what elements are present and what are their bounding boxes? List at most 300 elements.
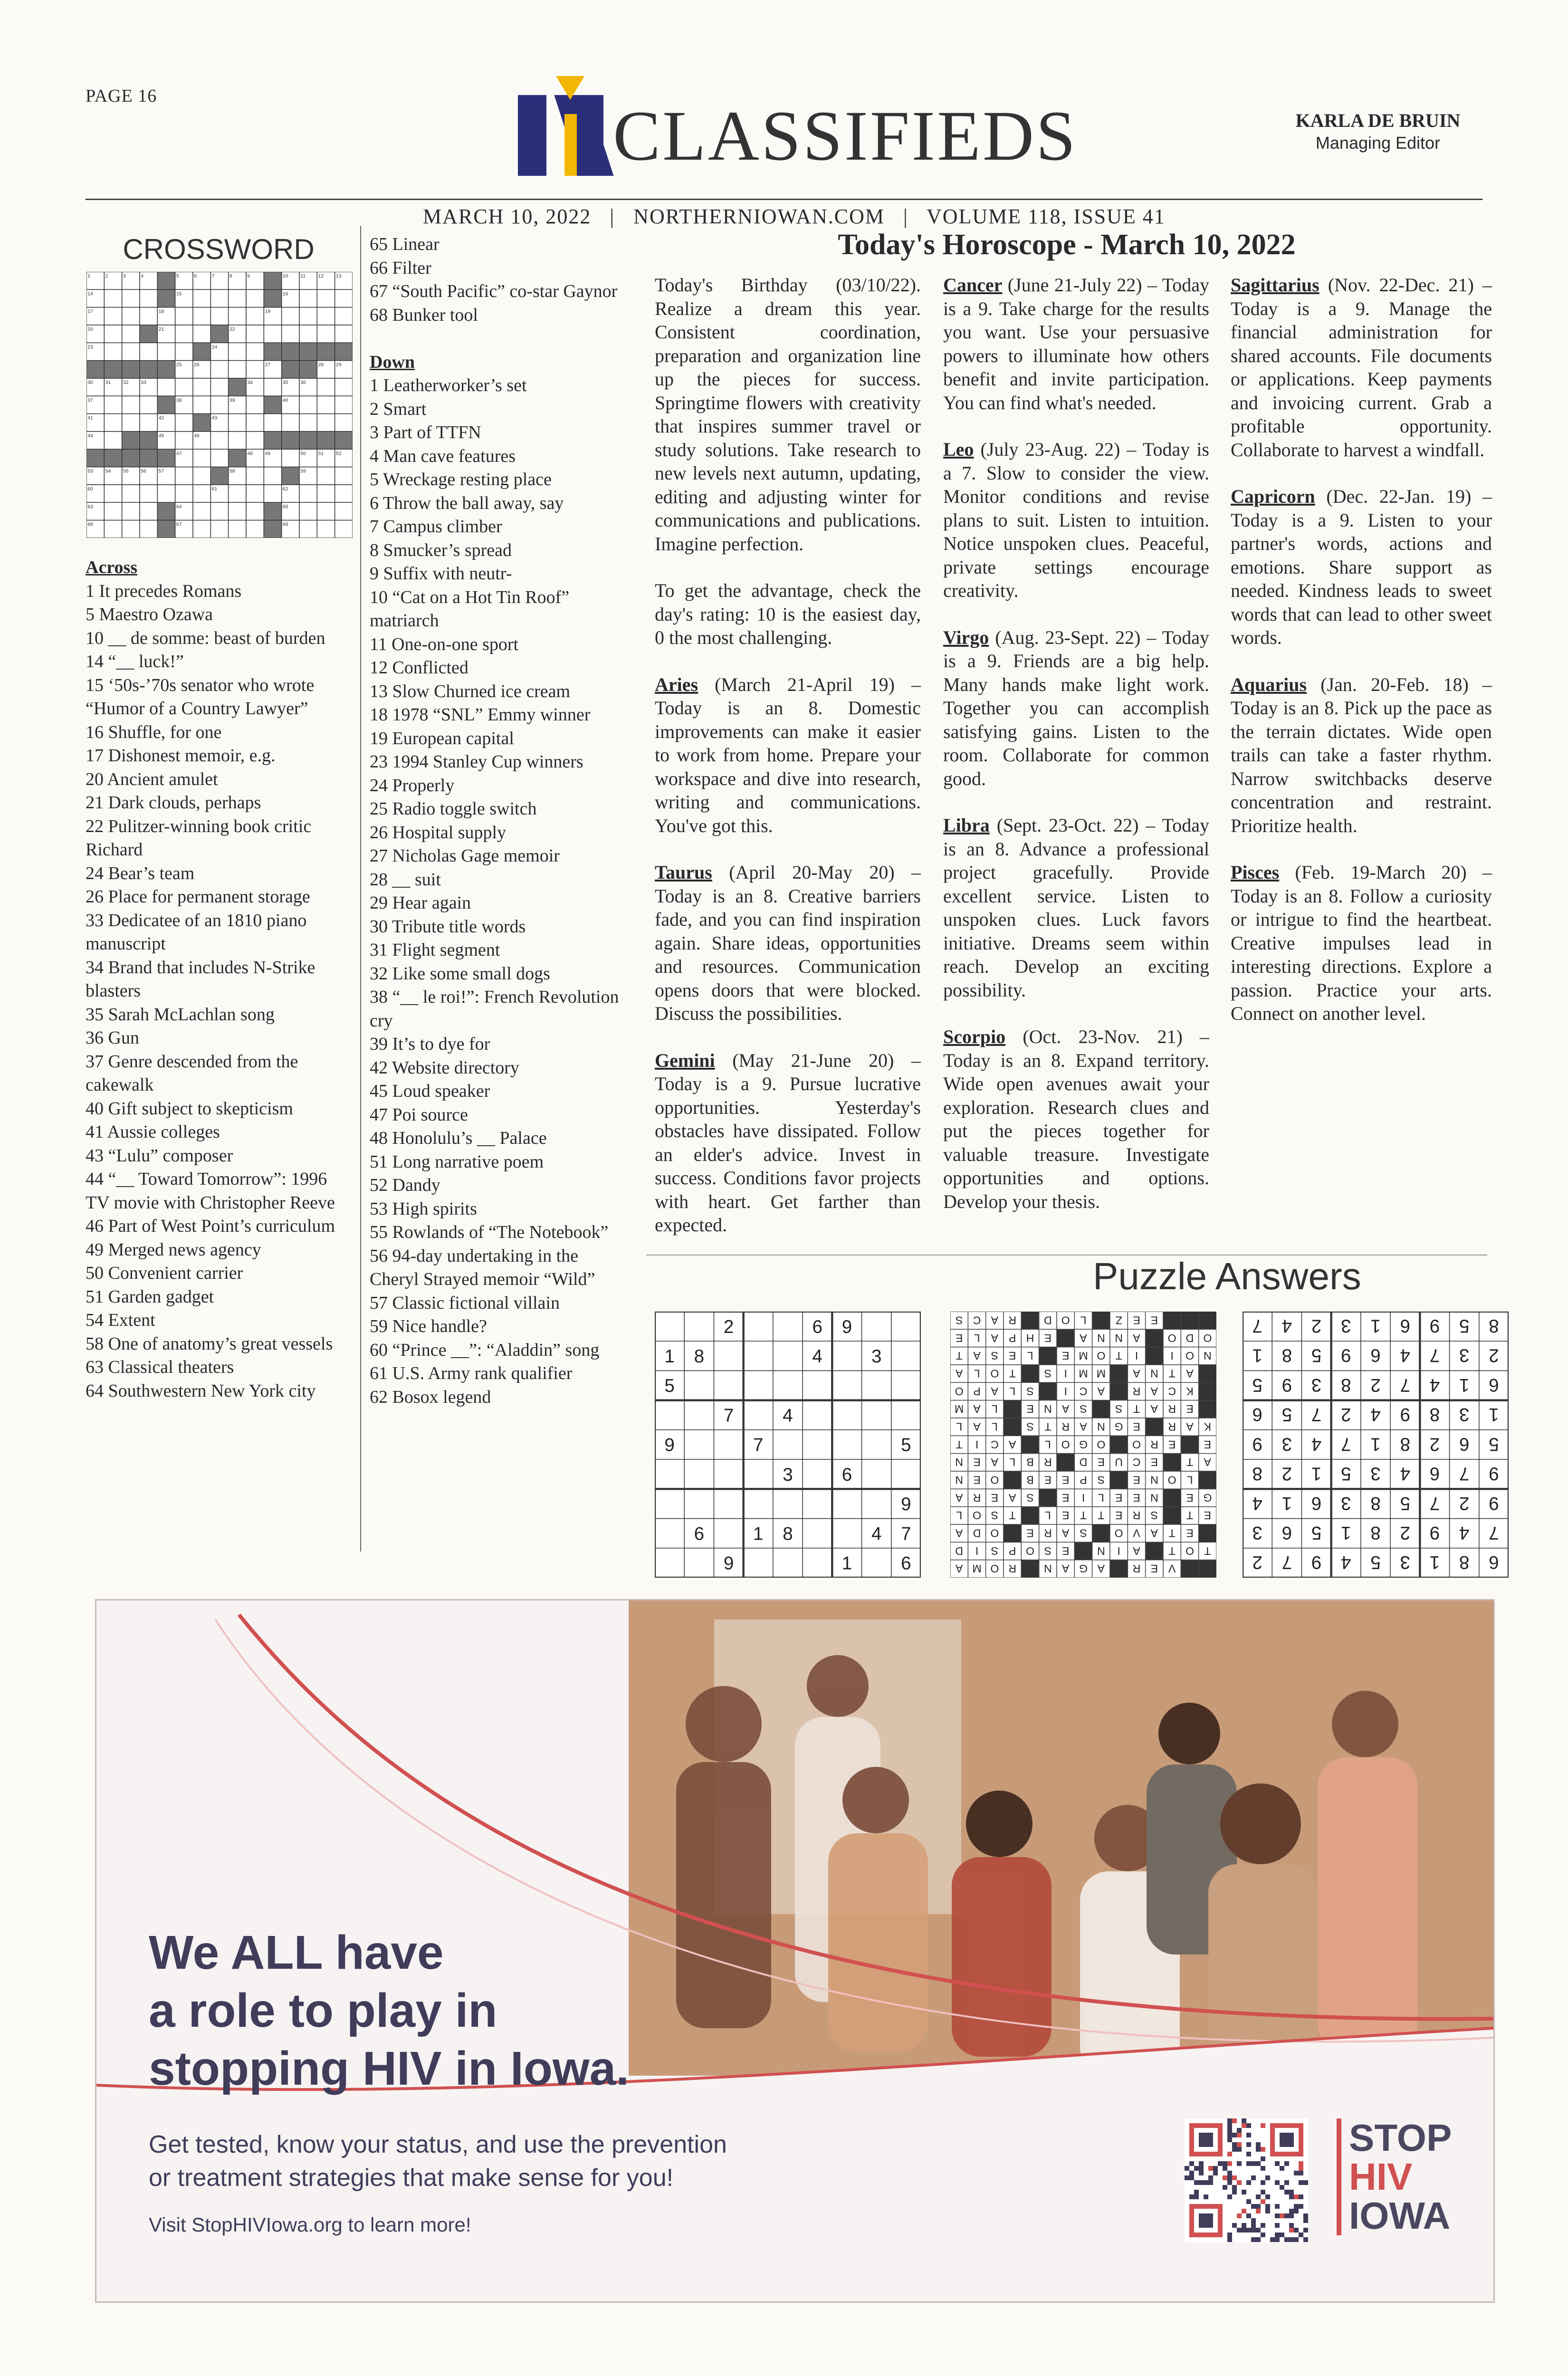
sign-dates: (Nov. 22-Dec. 21) xyxy=(1319,274,1482,296)
sign-dates: (Jan. 20-Feb. 18) xyxy=(1307,673,1482,695)
crossword-cell-number xyxy=(283,398,288,403)
clue: 44 “__ Toward Tomorrow”: 1996 TV movie with Christopher Reeve xyxy=(86,1169,335,1213)
solution-letter xyxy=(1026,1332,1034,1344)
crossword-block xyxy=(264,343,281,360)
solution-letter xyxy=(973,1509,981,1522)
crossword-cell xyxy=(175,467,193,485)
clue: 51 Garden gadget xyxy=(86,1286,214,1307)
crossword-block xyxy=(122,431,140,449)
crossword-cell-number xyxy=(176,274,179,279)
solution-letter xyxy=(1080,1332,1087,1344)
solution-block xyxy=(1021,1436,1039,1453)
solution-letter xyxy=(991,1509,998,1522)
crossword-cell-number xyxy=(87,416,93,421)
sign-dates: (March 21-April 19) xyxy=(698,673,911,695)
solution-letter xyxy=(1204,1545,1211,1557)
sudoku-digit xyxy=(1370,1434,1380,1454)
sudoku-digit xyxy=(783,1465,793,1485)
sudoku-digit xyxy=(1282,1523,1292,1543)
crossword-block xyxy=(299,431,317,449)
crossword-cell-number xyxy=(318,451,324,456)
crossword-block xyxy=(157,396,175,413)
sudoku-digit xyxy=(812,1317,822,1337)
crossword-cell xyxy=(246,414,264,431)
crossword-cell xyxy=(317,307,335,325)
crossword-cell xyxy=(317,289,335,307)
solution-letter xyxy=(1186,1403,1193,1415)
crossword-cell xyxy=(299,520,317,538)
solution-block xyxy=(1004,1524,1021,1542)
clue: 11 One-on-one sport xyxy=(370,634,519,654)
sudoku-digit xyxy=(1400,1434,1410,1454)
solution-letter xyxy=(1150,1474,1158,1486)
solution-letter xyxy=(1044,1420,1051,1433)
solution-letter xyxy=(1045,1509,1051,1522)
solution-block xyxy=(1163,1507,1181,1524)
solution-letter xyxy=(1008,1314,1016,1326)
solution-letter xyxy=(1062,1545,1069,1557)
clue: 42 Website directory xyxy=(370,1057,519,1078)
sudoku-digit xyxy=(901,1553,911,1574)
solution-block xyxy=(1199,1524,1216,1542)
sudoku-digit xyxy=(1252,1375,1262,1395)
crossword-cell-number xyxy=(123,469,129,474)
crossword-cell-number xyxy=(229,327,235,332)
crossword-cell xyxy=(229,485,246,502)
crossword-cell-number xyxy=(87,327,93,332)
crossword-cell-number xyxy=(265,363,271,368)
solution-letter xyxy=(1062,1474,1069,1486)
solution-letter xyxy=(973,1527,981,1539)
sudoku-digit xyxy=(1430,1315,1440,1336)
clue: 43 “Lulu” composer xyxy=(86,1145,233,1166)
crossword-block xyxy=(104,361,122,378)
crossword-block xyxy=(193,343,210,360)
horoscope-sign-scorpio xyxy=(943,1025,1209,1213)
solution-letter xyxy=(1008,1438,1016,1451)
ad-headline-line: We ALL have xyxy=(149,1926,444,1979)
clue: 5 Maestro Ozawa xyxy=(86,604,213,624)
solution-letter xyxy=(1150,1403,1158,1415)
crossword-cell xyxy=(175,414,193,431)
sudoku-digit xyxy=(1311,1404,1321,1425)
solution-letter xyxy=(1151,1456,1158,1468)
logo-line: HIV xyxy=(1349,2156,1413,2198)
crossword-cell xyxy=(157,485,175,502)
solution-block xyxy=(1021,1560,1039,1578)
sign-text: – Today is an 8. Creative barriers fade, and you can find inspiration again. Share ideas, opportunities and resources. Communication opens doors that were blocked. Discuss the possibilities. xyxy=(655,862,921,1024)
ad-subtext-line: or treatment strategies that make sense for you! xyxy=(149,2164,674,2192)
crossword-cell-number xyxy=(283,487,288,492)
sudoku-digit xyxy=(1341,1434,1351,1454)
crossword-cell xyxy=(335,520,353,538)
crossword-cell xyxy=(282,307,299,325)
solution-letter xyxy=(1044,1456,1052,1468)
sudoku-digit xyxy=(1400,1315,1410,1336)
crossword-cell xyxy=(193,449,210,467)
sudoku-digit xyxy=(901,1435,911,1456)
crossword-cell xyxy=(317,467,335,485)
solution-letter xyxy=(1186,1509,1193,1522)
crossword-block xyxy=(264,396,281,413)
crossword-cell xyxy=(299,325,317,343)
crossword-cell xyxy=(104,343,122,360)
clue: 58 One of anatomy’s great vessels xyxy=(86,1333,333,1354)
sudoku-digit xyxy=(1252,1434,1262,1454)
sudoku-digit xyxy=(1489,1315,1499,1336)
sudoku-digit xyxy=(1311,1434,1321,1454)
crossword-cell xyxy=(317,485,335,502)
horoscope-sign-libra xyxy=(943,814,1209,1002)
solution-letter xyxy=(973,1350,981,1362)
crossword-block xyxy=(264,272,281,289)
crossword-cell xyxy=(140,396,157,413)
crossword-cell xyxy=(282,414,299,431)
crossword-cell xyxy=(264,414,281,431)
crossword-cell xyxy=(122,289,140,307)
clue: 62 Bosox legend xyxy=(370,1387,491,1407)
solution-block xyxy=(1092,1400,1110,1418)
rating-note: To get the advantage, check the day's rating: 10 is the easiest day, 0 the most challenging. xyxy=(655,580,921,648)
clue: 68 Bunker tool xyxy=(370,305,478,325)
sudoku-digit xyxy=(1252,1523,1262,1543)
solution-letter xyxy=(1150,1527,1158,1539)
horoscope-sign-pisces xyxy=(1231,861,1492,1025)
sudoku-digit xyxy=(664,1346,674,1367)
across-heading: Across xyxy=(86,557,138,577)
solution-letter xyxy=(1168,1420,1176,1433)
solution-letter xyxy=(973,1385,980,1398)
crossword-cell-number xyxy=(87,487,93,492)
clue: 37 Genre descended from the cakewalk xyxy=(86,1051,298,1095)
solution-letter xyxy=(1064,1385,1067,1398)
sign-dates: (June 21-July 22) xyxy=(1002,274,1147,296)
sudoku-digit xyxy=(1370,1345,1380,1366)
crossword-cell-number xyxy=(123,274,126,279)
solution-letter xyxy=(991,1456,998,1468)
clue: 19 European capital xyxy=(370,728,514,748)
horoscope-title: Today's Horoscope - March 10, 2022 xyxy=(838,229,1296,261)
clue: 10 “Cat on a Hot Tin Roof” matriarch xyxy=(370,587,570,631)
crossword-cell xyxy=(140,289,157,307)
solution-letter xyxy=(1203,1492,1212,1504)
horoscope-sign-gemini xyxy=(655,1049,921,1237)
sudoku-digit xyxy=(1341,1404,1351,1425)
solution-block xyxy=(1146,1418,1163,1436)
solution-letter xyxy=(1079,1562,1088,1575)
sign-text: – Today is a 9. Friends are a big help. Many hands make light work. Together you can accomplish satisfying gains. Listen to the room. Collaborate for common good. xyxy=(943,626,1209,789)
solution-letter xyxy=(973,1492,981,1504)
solution-letter xyxy=(1117,1545,1120,1557)
solution-letter xyxy=(1115,1509,1122,1522)
crossword-cell-number xyxy=(283,522,288,527)
crossword-cell-number xyxy=(318,274,324,279)
sudoku-digit xyxy=(1341,1493,1351,1514)
sudoku-digit xyxy=(1370,1404,1380,1425)
ad-headline-line: stopping HIV in Iowa. xyxy=(149,2042,630,2095)
solution-letter xyxy=(1115,1332,1123,1344)
clue: 52 Dandy xyxy=(370,1175,440,1195)
sign-text: – Today is an 8. Expand territory. Wide open avenues await your exploration. Research clues and put the pieces together for valuable treasure. Investigate opportunities and options. Develop your thesis. xyxy=(943,1026,1209,1212)
solution-letter xyxy=(1168,1403,1176,1415)
sign-name: Capricorn xyxy=(1231,486,1315,507)
crossword-cell-number xyxy=(176,504,182,509)
solution-block xyxy=(1146,1347,1163,1365)
solution-letter xyxy=(991,1545,998,1557)
sudoku-puzzle-grid xyxy=(655,1312,921,1578)
solution-block xyxy=(1057,1454,1074,1471)
sudoku-digit xyxy=(1400,1493,1410,1514)
crossword-cell-number xyxy=(159,416,164,421)
crossword-cell xyxy=(335,485,353,502)
clue: 64 Southwestern New York city xyxy=(86,1380,316,1401)
horoscope-sign-cancer xyxy=(943,273,1209,414)
sudoku-digit xyxy=(1430,1464,1440,1484)
solution-letter xyxy=(1044,1545,1052,1557)
logo-line: IOWA xyxy=(1349,2194,1451,2237)
solution-letter xyxy=(1009,1545,1016,1557)
crossword-cell xyxy=(210,396,228,413)
sudoku-digit xyxy=(1489,1345,1499,1366)
crossword-cell-number xyxy=(87,504,93,509)
solution-letter xyxy=(1169,1367,1176,1380)
solution-letter xyxy=(1151,1562,1158,1575)
crossword-cell-number xyxy=(194,363,200,368)
solution-block xyxy=(1110,1471,1128,1489)
crossword-cell xyxy=(246,396,264,413)
birthday-text: Today's Birthday (03/10/22). Realize a dream this year. Consistent coordination, preparation and organization line up the pieces for success. Springtime flowers with creativity that inspires summer travel or study solutions. Take research to new levels next autumn, updating, editing and adjusting winter for communications and publications. Imagine perfection. xyxy=(655,274,921,555)
solution-letter xyxy=(1115,1403,1122,1415)
sudoku-digit xyxy=(783,1405,793,1426)
sudoku-digit xyxy=(1370,1315,1380,1336)
crossword-cell xyxy=(264,485,281,502)
crossword-cell xyxy=(299,307,317,325)
solution-letter xyxy=(1151,1314,1158,1326)
sudoku-solution-grid xyxy=(1243,1312,1509,1578)
clue: 3 Part of TTFN xyxy=(370,422,481,442)
clue: 16 Shuffle, for one xyxy=(86,722,222,742)
solution-letter xyxy=(1133,1403,1140,1415)
sudoku-digit xyxy=(1311,1464,1321,1484)
stop-hiv-iowa-ad[interactable] xyxy=(95,1599,1495,2303)
crossword-cell-number xyxy=(176,291,182,297)
down-heading: Down xyxy=(370,352,415,372)
solution-letter xyxy=(1204,1350,1212,1362)
crossword-cell xyxy=(210,361,228,378)
clue: 13 Slow Churned ice cream xyxy=(370,681,571,701)
crossword-cell-number xyxy=(300,380,306,385)
solution-letter xyxy=(1064,1367,1067,1380)
sign-text: –Today is a 9. Listen to your partner's words, actions and emotions. Share support as needed. Kindness leads to sweet words that can lead to other sweet words. xyxy=(1231,486,1492,648)
sudoku-digit xyxy=(1282,1345,1292,1366)
clue: 45 Loud speaker xyxy=(370,1081,490,1101)
solution-letter xyxy=(1097,1438,1105,1451)
sudoku-digit xyxy=(1341,1315,1351,1336)
sudoku-digit xyxy=(1459,1523,1469,1543)
solution-letter xyxy=(1203,1332,1212,1344)
sudoku-digit xyxy=(1459,1315,1469,1336)
clue: 9 Suffix with neutr- xyxy=(370,564,512,584)
sudoku-digit xyxy=(1459,1404,1469,1425)
crossword-cell-number xyxy=(105,380,111,385)
crossword-cell-number xyxy=(123,380,129,385)
crossword-cell xyxy=(229,307,246,325)
solution-letter xyxy=(955,1527,963,1539)
solution-letter xyxy=(1061,1562,1069,1575)
solution-letter xyxy=(1080,1527,1087,1539)
crossword-cell-number xyxy=(229,469,235,474)
crossword-block xyxy=(299,361,317,378)
solution-block xyxy=(1110,1436,1128,1453)
solution-letter xyxy=(1044,1314,1052,1326)
clue: 14 “__ luck!” xyxy=(86,651,184,671)
solution-letter xyxy=(1080,1403,1087,1415)
logo-line: STOP xyxy=(1349,2117,1452,2159)
solution-letter xyxy=(1133,1545,1140,1557)
sudoku-digit xyxy=(1341,1523,1351,1543)
clue: 24 Bear’s team xyxy=(86,863,195,883)
crossword-cell-number xyxy=(318,363,324,368)
crossword-cell xyxy=(246,431,264,449)
clue: 26 Hospital supply xyxy=(370,822,507,843)
ad-url[interactable]: Visit StopHIVIowa.org to learn more! xyxy=(149,2213,471,2236)
solution-letter xyxy=(1168,1332,1176,1344)
solution-letter xyxy=(1115,1420,1123,1433)
sudoku-digit xyxy=(1430,1552,1440,1572)
crossword-cell-number xyxy=(283,504,288,509)
crossword-cell xyxy=(229,361,246,378)
crossword-block xyxy=(335,343,353,360)
crossword-cell-number xyxy=(212,274,215,279)
sudoku-digit xyxy=(1459,1434,1469,1454)
crossword-cell-number xyxy=(105,274,108,279)
solution-letter xyxy=(992,1420,998,1433)
crossword-cell-number xyxy=(265,451,271,456)
sign-dates: (Aug. 23-Sept. 22) xyxy=(989,626,1147,648)
solution-letter xyxy=(1061,1420,1070,1433)
crossword-cell xyxy=(104,414,122,431)
solution-letter xyxy=(1008,1492,1016,1504)
clue: 65 Linear xyxy=(370,234,440,254)
sudoku-digit xyxy=(1370,1493,1380,1514)
sudoku-digit xyxy=(1282,1315,1292,1336)
across-clues-column xyxy=(86,556,352,1403)
sudoku-digit xyxy=(1370,1552,1380,1572)
sudoku-digit xyxy=(1341,1345,1351,1366)
crossword-block xyxy=(282,343,299,360)
crossword-cell xyxy=(264,378,281,396)
crossword-block xyxy=(86,361,104,378)
sign-name: Aries xyxy=(655,673,698,695)
solution-letter xyxy=(1009,1350,1016,1362)
crossword-cell xyxy=(140,502,157,520)
crossword-cell-number xyxy=(247,380,253,385)
crossword-cell-number xyxy=(212,416,218,421)
sudoku-digit xyxy=(1282,1464,1292,1484)
crossword-cell-number xyxy=(87,433,93,439)
crossword-block xyxy=(157,361,175,378)
crossword-cell xyxy=(335,325,353,343)
crossword-block xyxy=(264,502,281,520)
sudoku-digit xyxy=(1370,1523,1380,1543)
solution-block xyxy=(1181,1560,1198,1578)
sign-name: Scorpio xyxy=(943,1026,1006,1047)
sudoku-digit xyxy=(1370,1464,1380,1484)
clue: 38 “__ le roi!”: French Revolution cry xyxy=(370,987,619,1031)
solution-letter xyxy=(1045,1438,1051,1451)
solution-letter xyxy=(1204,1456,1211,1468)
solution-letter xyxy=(955,1492,963,1504)
solution-block xyxy=(1057,1329,1074,1347)
solution-letter xyxy=(1168,1474,1176,1486)
crossword-cell xyxy=(282,325,299,343)
solution-block xyxy=(1074,1542,1092,1560)
solution-letter xyxy=(1062,1350,1069,1362)
clue: 48 Honolulu’s __ Palace xyxy=(370,1128,547,1148)
sudoku-digit xyxy=(1282,1493,1292,1514)
solution-letter xyxy=(1186,1420,1194,1433)
sudoku-digit xyxy=(1341,1552,1351,1572)
solution-letter xyxy=(955,1562,963,1575)
sudoku-digit xyxy=(1282,1375,1292,1395)
solution-letter xyxy=(1115,1492,1122,1504)
sign-name: Leo xyxy=(943,439,974,460)
sudoku-digit xyxy=(1430,1434,1440,1454)
crossword-cell xyxy=(175,325,193,343)
crossword-block xyxy=(335,431,353,449)
solution-letter xyxy=(1115,1456,1123,1468)
solution-letter xyxy=(956,1420,962,1433)
solution-letter xyxy=(990,1562,999,1575)
crossword-block xyxy=(122,449,140,467)
clue: 66 Filter xyxy=(370,258,431,278)
solution-letter xyxy=(1062,1492,1069,1504)
sudoku-digit xyxy=(753,1435,763,1456)
crossword-cell-number xyxy=(141,469,146,474)
clue: 61 U.S. Army rank qualifier xyxy=(370,1363,573,1383)
crossword-cell xyxy=(229,502,246,520)
clue: 36 Gun xyxy=(86,1028,139,1048)
clue: 31 Flight segment xyxy=(370,940,500,960)
down-clue-list xyxy=(370,374,626,1409)
clue: 47 Poi source xyxy=(370,1104,468,1125)
sudoku-digit xyxy=(783,1523,793,1544)
solution-letter xyxy=(1079,1438,1088,1451)
sudoku-digit xyxy=(1489,1464,1499,1484)
solution-letter xyxy=(956,1438,963,1451)
qr-code-icon[interactable] xyxy=(1185,2118,1308,2242)
crossword-cell xyxy=(317,414,335,431)
ad-subtext-line: Get tested, know your status, and use the prevention xyxy=(149,2131,727,2158)
solution-letter xyxy=(974,1367,980,1380)
solution-letter xyxy=(1133,1314,1140,1326)
crossword-cell-number xyxy=(87,398,93,403)
crossword-block xyxy=(157,449,175,467)
crossword-cell xyxy=(122,502,140,520)
solution-letter xyxy=(1044,1332,1052,1344)
horoscope-column-1 xyxy=(655,273,921,1260)
sign-text: – Today is a 9. Manage the financial administration for shared accounts. File documents or applications. Keep payments and invoicing current. Grab a profitable opportunity. Collaborate to harvest a windfall. xyxy=(1231,274,1492,460)
sign-dates: (Oct. 23-Nov. 21) xyxy=(1005,1026,1200,1047)
sudoku-digit xyxy=(1489,1523,1499,1543)
clue: 24 Properly xyxy=(370,775,455,795)
clue: 30 Tribute title words xyxy=(370,916,526,937)
sign-name: Sagittarius xyxy=(1231,274,1319,296)
crossword-block xyxy=(140,361,157,378)
clue: 29 Hear again xyxy=(370,893,471,913)
crossword-cell-number xyxy=(87,469,93,474)
crossword-block xyxy=(317,343,335,360)
